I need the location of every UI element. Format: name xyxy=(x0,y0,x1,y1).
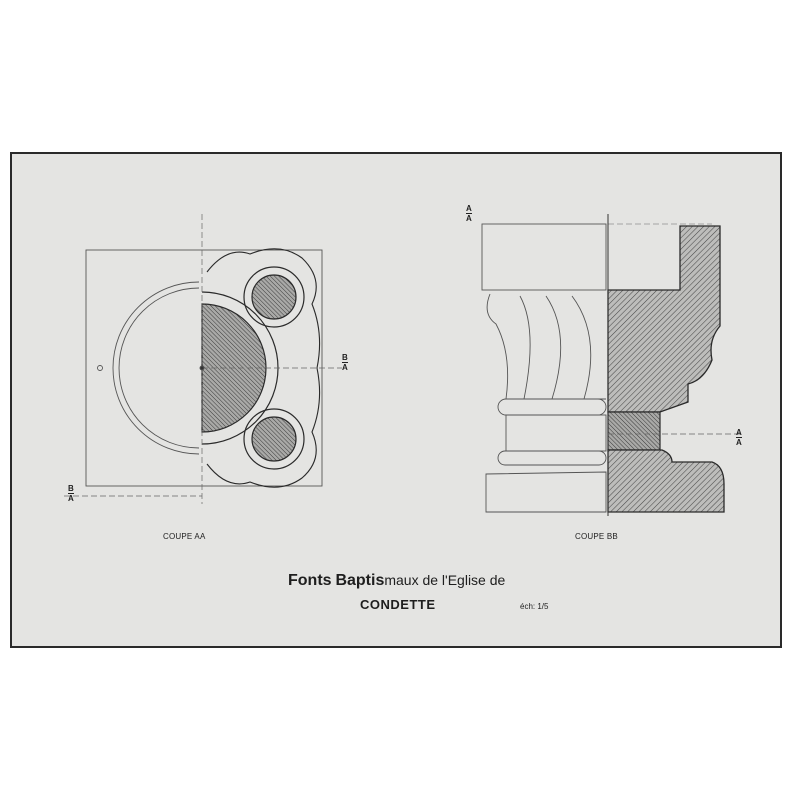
elevation-base xyxy=(486,472,606,512)
plan-left-dot xyxy=(98,366,103,371)
plan-section-aa xyxy=(64,214,342,504)
title-word-baptis: Baptis xyxy=(335,572,385,589)
elevation-leaf-1 xyxy=(520,296,530,399)
section-upper-hatched xyxy=(608,226,720,412)
label-coupe-bb: COUPE BB xyxy=(575,532,618,541)
elevation-leaf-3 xyxy=(572,296,591,399)
drawing-sheet xyxy=(10,152,782,648)
drawing-title xyxy=(288,572,505,590)
marker-b-right: B A xyxy=(342,353,348,372)
elevation-basin xyxy=(482,224,606,290)
scale-label: éch: 1/5 xyxy=(520,602,549,611)
marker-a-top: A A xyxy=(466,204,472,223)
section-shaft-hatched xyxy=(608,412,660,450)
plan-center-dot xyxy=(200,366,204,370)
section-base-hatched xyxy=(608,450,724,512)
column-bottom-hatched xyxy=(252,417,296,461)
label-coupe-aa: COUPE AA xyxy=(163,532,206,541)
elevation-leaf-2 xyxy=(546,296,561,399)
elevation-ring-lower xyxy=(498,451,606,465)
column-top-hatched xyxy=(252,275,296,319)
elevation-ring-upper xyxy=(498,399,606,415)
title-word-fonts: Fonts xyxy=(288,572,332,589)
plan-basin-arc-outer xyxy=(113,282,199,454)
plan-basin-arc-inner xyxy=(119,288,199,448)
drawing-place: CONDETTE xyxy=(360,597,436,612)
title-rest: maux de l'Eglise de xyxy=(384,572,506,588)
marker-b-left: B A xyxy=(68,484,74,503)
marker-a-right: A A xyxy=(736,428,742,447)
elevation-shaft xyxy=(506,415,606,451)
elevation-section-bb xyxy=(482,214,740,516)
